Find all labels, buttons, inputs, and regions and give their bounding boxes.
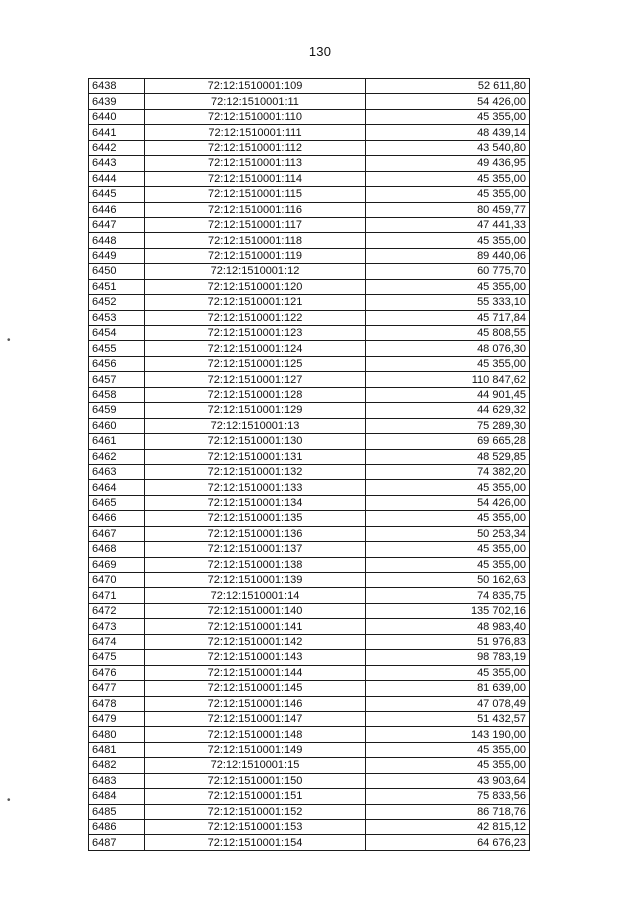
table-row <box>89 264 530 279</box>
page-number: 130 <box>308 44 332 59</box>
cadastral-number-cell: 72:12:1510001:150 <box>145 773 366 788</box>
row-number-cell: 6444 <box>89 171 145 186</box>
value-cell: 44 901,45 <box>366 387 530 402</box>
table-row <box>89 217 530 232</box>
cadastral-number-cell: 72:12:1510001:134 <box>145 495 366 510</box>
table-row <box>89 79 530 94</box>
row-number-cell: 6460 <box>89 418 145 433</box>
value-cell: 45 808,55 <box>366 326 530 341</box>
cadastral-number-cell: 72:12:1510001:118 <box>145 233 366 248</box>
row-number-cell: 6476 <box>89 665 145 680</box>
table-row <box>89 480 530 495</box>
value-cell: 86 718,76 <box>366 804 530 819</box>
row-number-cell: 6459 <box>89 403 145 418</box>
value-cell: 54 426,00 <box>366 495 530 510</box>
row-number-cell: 6445 <box>89 187 145 202</box>
cadastral-number-cell: 72:12:1510001:147 <box>145 711 366 726</box>
value-cell: 45 355,00 <box>366 758 530 773</box>
cadastral-number-cell: 72:12:1510001:151 <box>145 789 366 804</box>
table-row <box>89 356 530 371</box>
cadastral-number-cell: 72:12:1510001:128 <box>145 387 366 402</box>
cadastral-number-cell: 72:12:1510001:146 <box>145 696 366 711</box>
cadastral-number-cell: 72:12:1510001:133 <box>145 480 366 495</box>
row-number-cell: 6463 <box>89 464 145 479</box>
table-row <box>89 526 530 541</box>
value-cell: 51 432,57 <box>366 711 530 726</box>
cadastral-number-cell: 72:12:1510001:129 <box>145 403 366 418</box>
value-cell: 81 639,00 <box>366 681 530 696</box>
value-cell: 45 355,00 <box>366 187 530 202</box>
value-cell: 45 355,00 <box>366 742 530 757</box>
cadastral-number-cell: 72:12:1510001:140 <box>145 603 366 618</box>
table-row <box>89 202 530 217</box>
table-row <box>89 434 530 449</box>
row-number-cell: 6441 <box>89 125 145 140</box>
cadastral-number-cell: 72:12:1510001:138 <box>145 557 366 572</box>
row-number-cell: 6470 <box>89 573 145 588</box>
cadastral-number-cell: 72:12:1510001:15 <box>145 758 366 773</box>
row-number-cell: 6447 <box>89 217 145 232</box>
table-row <box>89 789 530 804</box>
value-cell: 45 355,00 <box>366 356 530 371</box>
table-row <box>89 727 530 742</box>
cadastral-number-cell: 72:12:1510001:142 <box>145 634 366 649</box>
table-row <box>89 403 530 418</box>
table-row <box>89 557 530 572</box>
cadastral-number-cell: 72:12:1510001:14 <box>145 588 366 603</box>
value-cell: 74 382,20 <box>366 464 530 479</box>
value-cell: 75 833,56 <box>366 789 530 804</box>
row-number-cell: 6487 <box>89 835 145 850</box>
table-row <box>89 742 530 757</box>
cadastral-number-cell: 72:12:1510001:143 <box>145 650 366 665</box>
value-cell: 45 717,84 <box>366 310 530 325</box>
value-cell: 42 815,12 <box>366 820 530 835</box>
scan-speck: • <box>7 795 11 806</box>
cadastral-number-cell: 72:12:1510001:114 <box>145 171 366 186</box>
registry-table <box>88 78 530 851</box>
value-cell: 110 847,62 <box>366 372 530 387</box>
row-number-cell: 6451 <box>89 279 145 294</box>
cadastral-number-cell: 72:12:1510001:149 <box>145 742 366 757</box>
row-number-cell: 6480 <box>89 727 145 742</box>
table-row <box>89 94 530 109</box>
value-cell: 69 665,28 <box>366 434 530 449</box>
row-number-cell: 6450 <box>89 264 145 279</box>
value-cell: 51 976,83 <box>366 634 530 649</box>
value-cell: 80 459,77 <box>366 202 530 217</box>
table-row <box>89 542 530 557</box>
cadastral-number-cell: 72:12:1510001:125 <box>145 356 366 371</box>
row-number-cell: 6443 <box>89 156 145 171</box>
table-row <box>89 140 530 155</box>
cadastral-number-cell: 72:12:1510001:135 <box>145 511 366 526</box>
value-cell: 47 441,33 <box>366 217 530 232</box>
table-row <box>89 109 530 124</box>
table-row <box>89 495 530 510</box>
table-row <box>89 341 530 356</box>
value-cell: 54 426,00 <box>366 94 530 109</box>
row-number-cell: 6474 <box>89 634 145 649</box>
row-number-cell: 6465 <box>89 495 145 510</box>
table-row <box>89 773 530 788</box>
value-cell: 45 355,00 <box>366 480 530 495</box>
cadastral-number-cell: 72:12:1510001:121 <box>145 295 366 310</box>
table-row <box>89 156 530 171</box>
cadastral-number-cell: 72:12:1510001:136 <box>145 526 366 541</box>
value-cell: 98 783,19 <box>366 650 530 665</box>
table-row <box>89 511 530 526</box>
cadastral-number-cell: 72:12:1510001:153 <box>145 820 366 835</box>
row-number-cell: 6464 <box>89 480 145 495</box>
table-row <box>89 820 530 835</box>
value-cell: 52 611,80 <box>366 79 530 94</box>
table-row <box>89 804 530 819</box>
row-number-cell: 6468 <box>89 542 145 557</box>
table-row <box>89 603 530 618</box>
cadastral-number-cell: 72:12:1510001:124 <box>145 341 366 356</box>
table-row <box>89 665 530 680</box>
row-number-cell: 6472 <box>89 603 145 618</box>
value-cell: 44 629,32 <box>366 403 530 418</box>
table-row <box>89 573 530 588</box>
value-cell: 55 333,10 <box>366 295 530 310</box>
value-cell: 45 355,00 <box>366 279 530 294</box>
value-cell: 50 253,34 <box>366 526 530 541</box>
row-number-cell: 6471 <box>89 588 145 603</box>
row-number-cell: 6473 <box>89 619 145 634</box>
row-number-cell: 6467 <box>89 526 145 541</box>
cadastral-number-cell: 72:12:1510001:139 <box>145 573 366 588</box>
table-row <box>89 295 530 310</box>
cadastral-number-cell: 72:12:1510001:127 <box>145 372 366 387</box>
row-number-cell: 6455 <box>89 341 145 356</box>
row-number-cell: 6485 <box>89 804 145 819</box>
cadastral-number-cell: 72:12:1510001:13 <box>145 418 366 433</box>
cadastral-number-cell: 72:12:1510001:111 <box>145 125 366 140</box>
value-cell: 75 289,30 <box>366 418 530 433</box>
cadastral-number-cell: 72:12:1510001:152 <box>145 804 366 819</box>
cadastral-number-cell: 72:12:1510001:131 <box>145 449 366 464</box>
row-number-cell: 6483 <box>89 773 145 788</box>
row-number-cell: 6449 <box>89 248 145 263</box>
cadastral-number-cell: 72:12:1510001:154 <box>145 835 366 850</box>
row-number-cell: 6440 <box>89 109 145 124</box>
row-number-cell: 6481 <box>89 742 145 757</box>
table-row <box>89 310 530 325</box>
row-number-cell: 6475 <box>89 650 145 665</box>
cadastral-number-cell: 72:12:1510001:112 <box>145 140 366 155</box>
value-cell: 48 439,14 <box>366 125 530 140</box>
table-row <box>89 187 530 202</box>
row-number-cell: 6482 <box>89 758 145 773</box>
value-cell: 60 775,70 <box>366 264 530 279</box>
cadastral-number-cell: 72:12:1510001:116 <box>145 202 366 217</box>
value-cell: 48 983,40 <box>366 619 530 634</box>
scan-speck: • <box>7 335 11 346</box>
cadastral-number-cell: 72:12:1510001:109 <box>145 79 366 94</box>
row-number-cell: 6466 <box>89 511 145 526</box>
row-number-cell: 6469 <box>89 557 145 572</box>
row-number-cell: 6454 <box>89 326 145 341</box>
row-number-cell: 6461 <box>89 434 145 449</box>
row-number-cell: 6452 <box>89 295 145 310</box>
cadastral-number-cell: 72:12:1510001:141 <box>145 619 366 634</box>
table-row <box>89 696 530 711</box>
value-cell: 45 355,00 <box>366 171 530 186</box>
table-row <box>89 711 530 726</box>
table-row <box>89 758 530 773</box>
table-row <box>89 326 530 341</box>
row-number-cell: 6448 <box>89 233 145 248</box>
table-row <box>89 248 530 263</box>
row-number-cell: 6442 <box>89 140 145 155</box>
table-row <box>89 125 530 140</box>
value-cell: 45 355,00 <box>366 233 530 248</box>
row-number-cell: 6453 <box>89 310 145 325</box>
row-number-cell: 6439 <box>89 94 145 109</box>
registry-table-body <box>89 79 530 851</box>
value-cell: 43 540,80 <box>366 140 530 155</box>
value-cell: 50 162,63 <box>366 573 530 588</box>
row-number-cell: 6477 <box>89 681 145 696</box>
cadastral-number-cell: 72:12:1510001:132 <box>145 464 366 479</box>
table-row <box>89 171 530 186</box>
value-cell: 43 903,64 <box>366 773 530 788</box>
cadastral-number-cell: 72:12:1510001:148 <box>145 727 366 742</box>
value-cell: 89 440,06 <box>366 248 530 263</box>
cadastral-number-cell: 72:12:1510001:113 <box>145 156 366 171</box>
cadastral-number-cell: 72:12:1510001:123 <box>145 326 366 341</box>
cadastral-number-cell: 72:12:1510001:119 <box>145 248 366 263</box>
table-row <box>89 233 530 248</box>
table-row <box>89 387 530 402</box>
row-number-cell: 6462 <box>89 449 145 464</box>
table-row <box>89 372 530 387</box>
row-number-cell: 6438 <box>89 79 145 94</box>
cadastral-number-cell: 72:12:1510001:117 <box>145 217 366 232</box>
cadastral-number-cell: 72:12:1510001:12 <box>145 264 366 279</box>
cadastral-number-cell: 72:12:1510001:137 <box>145 542 366 557</box>
value-cell: 135 702,16 <box>366 603 530 618</box>
value-cell: 45 355,00 <box>366 511 530 526</box>
row-number-cell: 6478 <box>89 696 145 711</box>
value-cell: 64 676,23 <box>366 835 530 850</box>
value-cell: 45 355,00 <box>366 557 530 572</box>
cadastral-number-cell: 72:12:1510001:122 <box>145 310 366 325</box>
table-row <box>89 835 530 850</box>
table-row <box>89 588 530 603</box>
cadastral-number-cell: 72:12:1510001:120 <box>145 279 366 294</box>
row-number-cell: 6479 <box>89 711 145 726</box>
value-cell: 48 076,30 <box>366 341 530 356</box>
table-row <box>89 418 530 433</box>
row-number-cell: 6457 <box>89 372 145 387</box>
cadastral-number-cell: 72:12:1510001:110 <box>145 109 366 124</box>
table-row <box>89 634 530 649</box>
table-row <box>89 619 530 634</box>
row-number-cell: 6486 <box>89 820 145 835</box>
value-cell: 45 355,00 <box>366 665 530 680</box>
row-number-cell: 6446 <box>89 202 145 217</box>
value-cell: 49 436,95 <box>366 156 530 171</box>
cadastral-number-cell: 72:12:1510001:115 <box>145 187 366 202</box>
table-row <box>89 279 530 294</box>
value-cell: 74 835,75 <box>366 588 530 603</box>
value-cell: 48 529,85 <box>366 449 530 464</box>
cadastral-number-cell: 72:12:1510001:130 <box>145 434 366 449</box>
value-cell: 143 190,00 <box>366 727 530 742</box>
table-row <box>89 449 530 464</box>
row-number-cell: 6458 <box>89 387 145 402</box>
cadastral-number-cell: 72:12:1510001:145 <box>145 681 366 696</box>
value-cell: 45 355,00 <box>366 109 530 124</box>
table-row <box>89 464 530 479</box>
row-number-cell: 6456 <box>89 356 145 371</box>
cadastral-number-cell: 72:12:1510001:144 <box>145 665 366 680</box>
cadastral-number-cell: 72:12:1510001:11 <box>145 94 366 109</box>
table-row <box>89 681 530 696</box>
value-cell: 45 355,00 <box>366 542 530 557</box>
value-cell: 47 078,49 <box>366 696 530 711</box>
table-row <box>89 650 530 665</box>
row-number-cell: 6484 <box>89 789 145 804</box>
